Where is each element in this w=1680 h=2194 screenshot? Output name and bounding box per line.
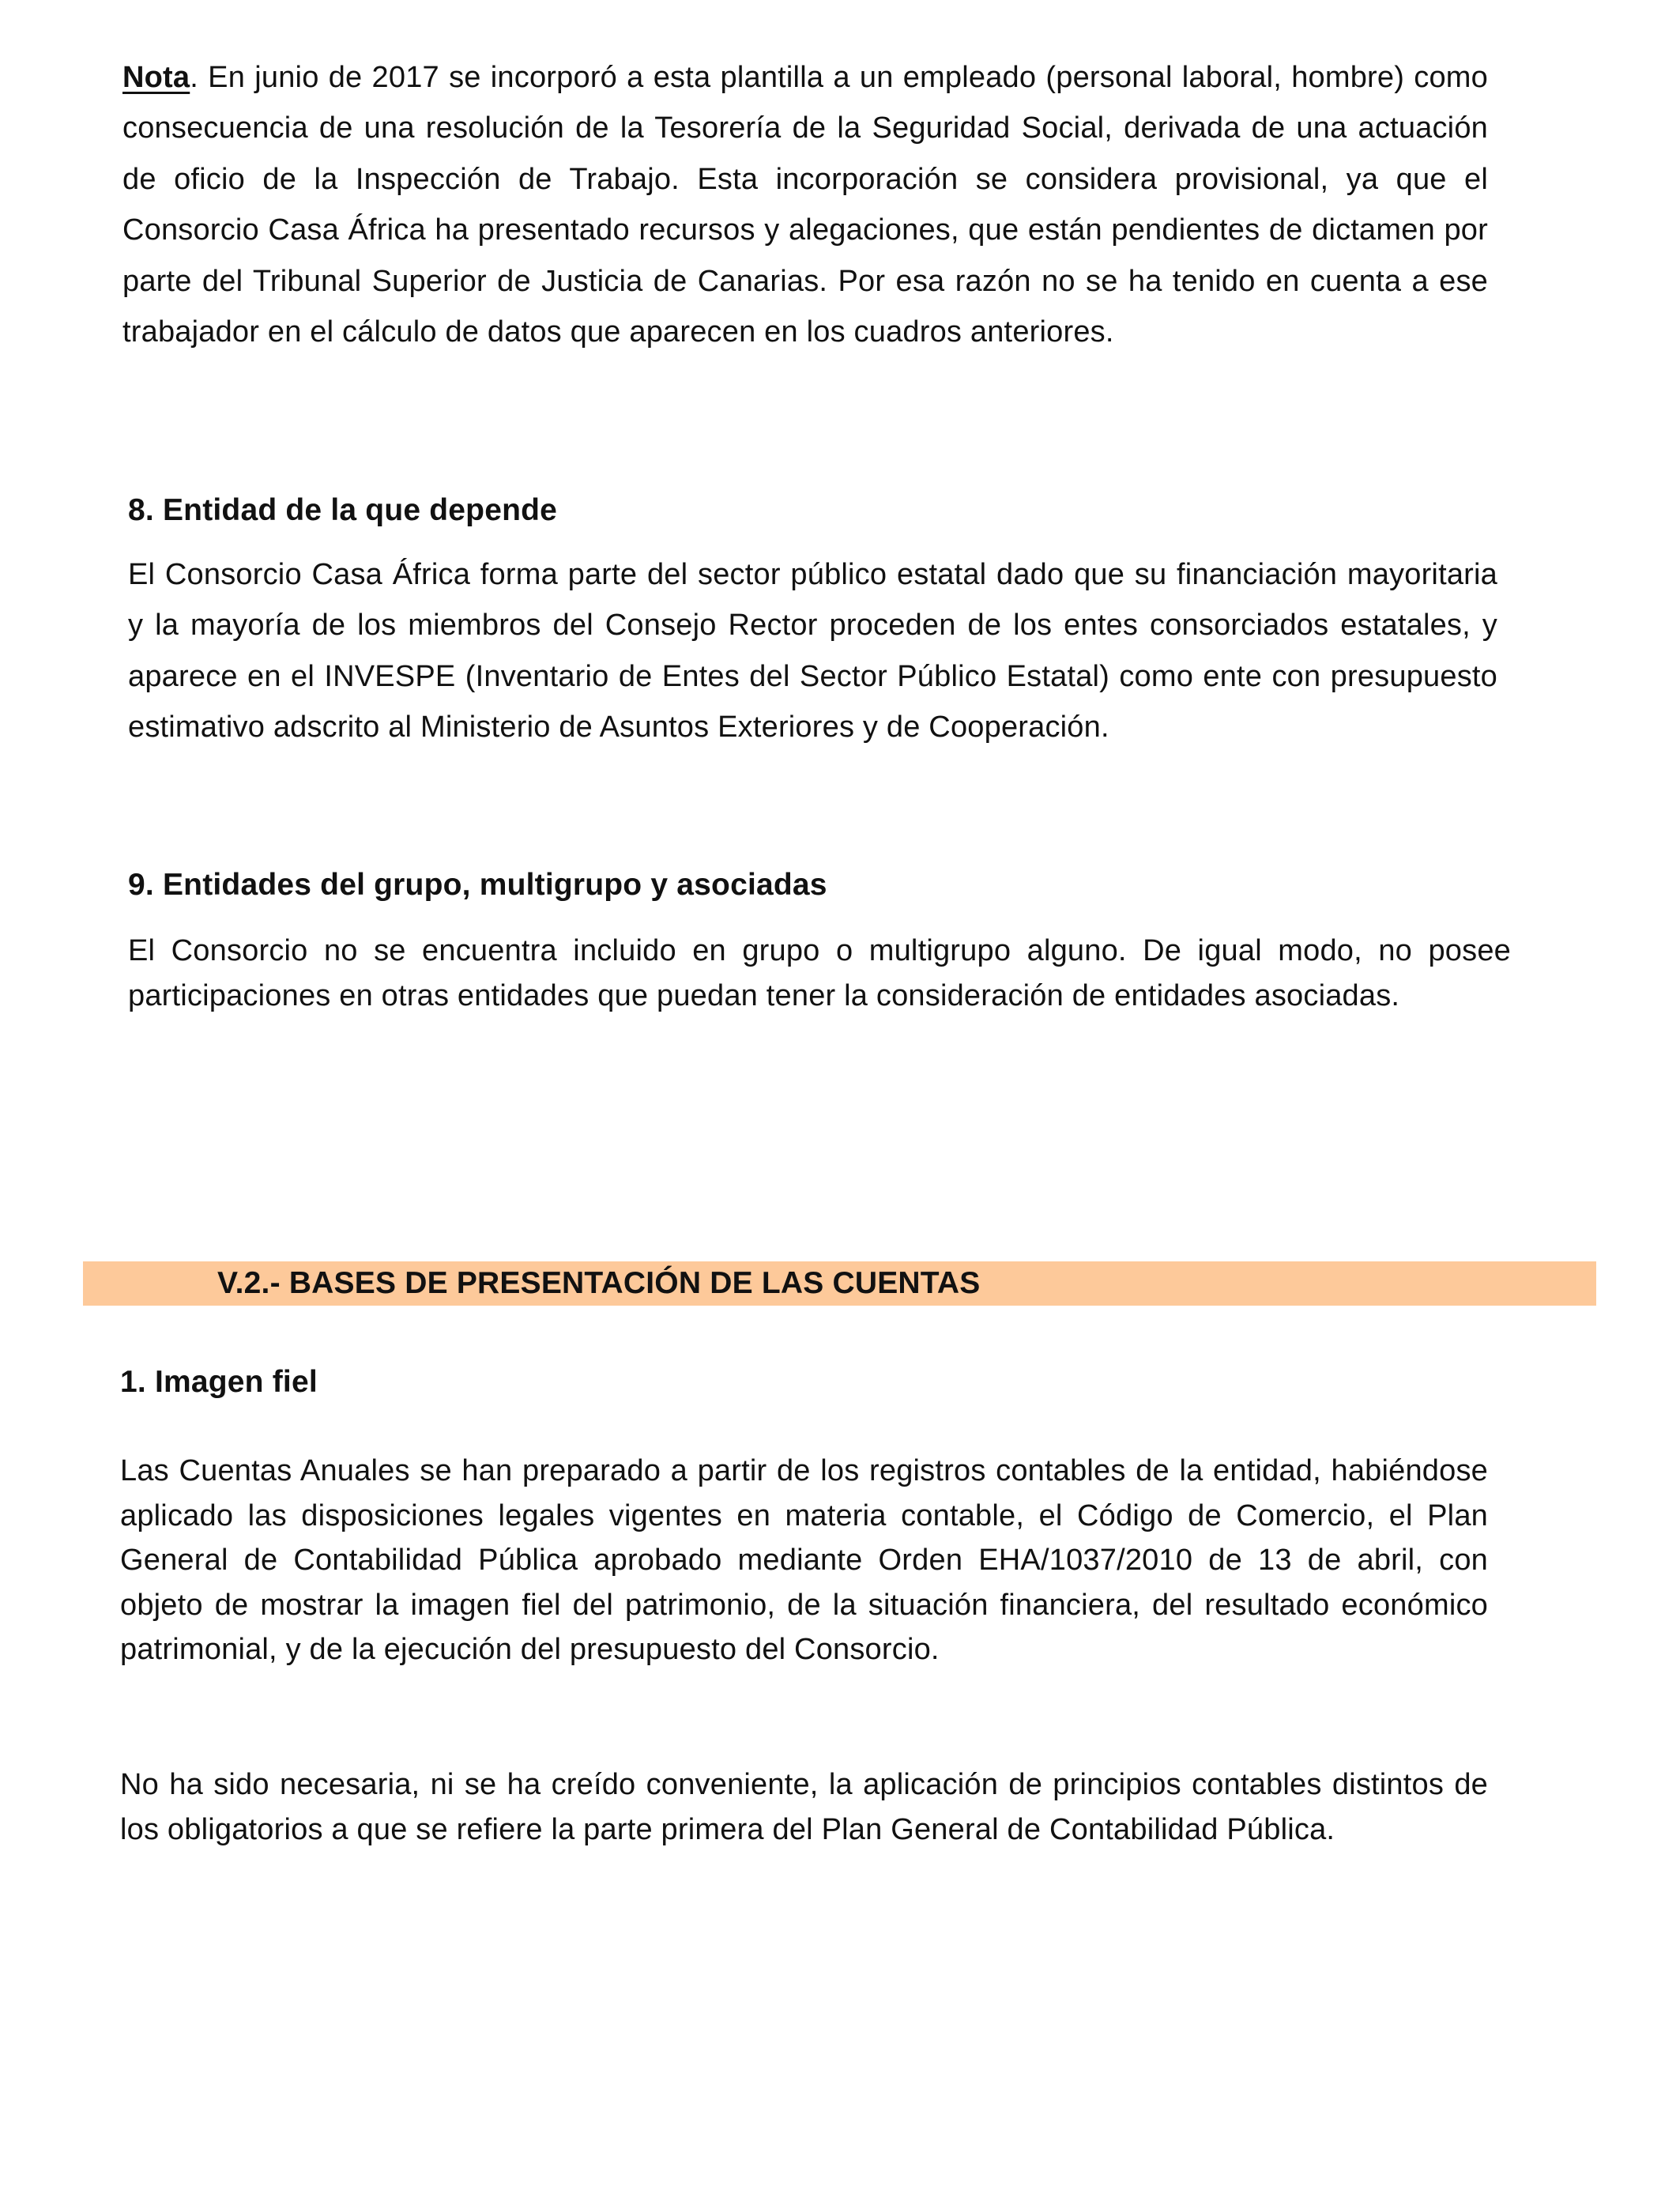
note-paragraph	[122, 52, 1488, 357]
paragraph-imagen-fiel-2: No ha sido necesaria, ni se ha creído conveniente, la aplicación de principios contables distintos de los obligatorios a que se refiere la parte primera del Plan General de Contabilidad Pública.	[120, 1768, 1488, 1846]
section-banner-v2	[83, 1261, 1596, 1306]
paragraph-imagen-fiel-1: Las Cuentas Anuales se han preparado a partir de los registros contables de la entidad, habiéndose aplicado las disposiciones legales vigentes en materia contable, el Código de Comercio, el Plan General de Contabilidad Pública aprobado mediante Orden EHA/1037/2010 de 13 de abril, con objeto de mostrar la imagen fiel del patrimonio, de la situación financiera, del resultado económico patrimonial, y de la ejecución del presupuesto del Consorcio.	[120, 1454, 1488, 1667]
section-title-v2: V.2.- BASES DE PRESENTACIÓN DE LAS CUENTAS	[217, 1266, 981, 1300]
heading-entidad-de-la-que-depende: 8. Entidad de la que depende	[128, 493, 558, 527]
heading-entidades-del-grupo: 9. Entidades del grupo, multigrupo y asociadas	[128, 868, 827, 902]
paragraph-entidad-de-la-que-depende: El Consorcio Casa África forma parte del sector público estatal dado que su financiación mayoritaria y la mayoría de los miembros del Consejo Rector proceden de los entes consorciados estatales, y aparece en el INVESPE (Inventario de Entes del Sector Público Estatal) como ente con presupuesto estimativo adscrito al Ministerio de Asuntos Exteriores y de Cooperación.	[128, 558, 1497, 745]
paragraph-entidades-del-grupo: El Consorcio no se encuentra incluido en grupo o multigrupo alguno. De igual modo, no posee participaciones en otras entidades que puedan tener la consideración de entidades asociadas.	[128, 934, 1511, 1012]
heading-imagen-fiel: 1. Imagen fiel	[120, 1365, 318, 1399]
note-text: . En junio de 2017 se incorporó a esta plantilla a un empleado (personal laboral, hombre) como consecuencia de una resolución de la Tesorería de la Seguridad Social, derivada de una actuación de oficio de la Inspección de Trabajo. Esta incorporación se considera provisional, ya que el Consorcio Casa África ha presentado recursos y alegaciones, que están pendientes de dictamen por parte del Tribunal Superior de Justicia de Canarias. Por esa razón no se ha tenido en cuenta a ese trabajador en el cálculo de datos que aparecen en los cuadros anteriores.	[122, 61, 1488, 349]
note-label: Nota	[122, 61, 190, 94]
